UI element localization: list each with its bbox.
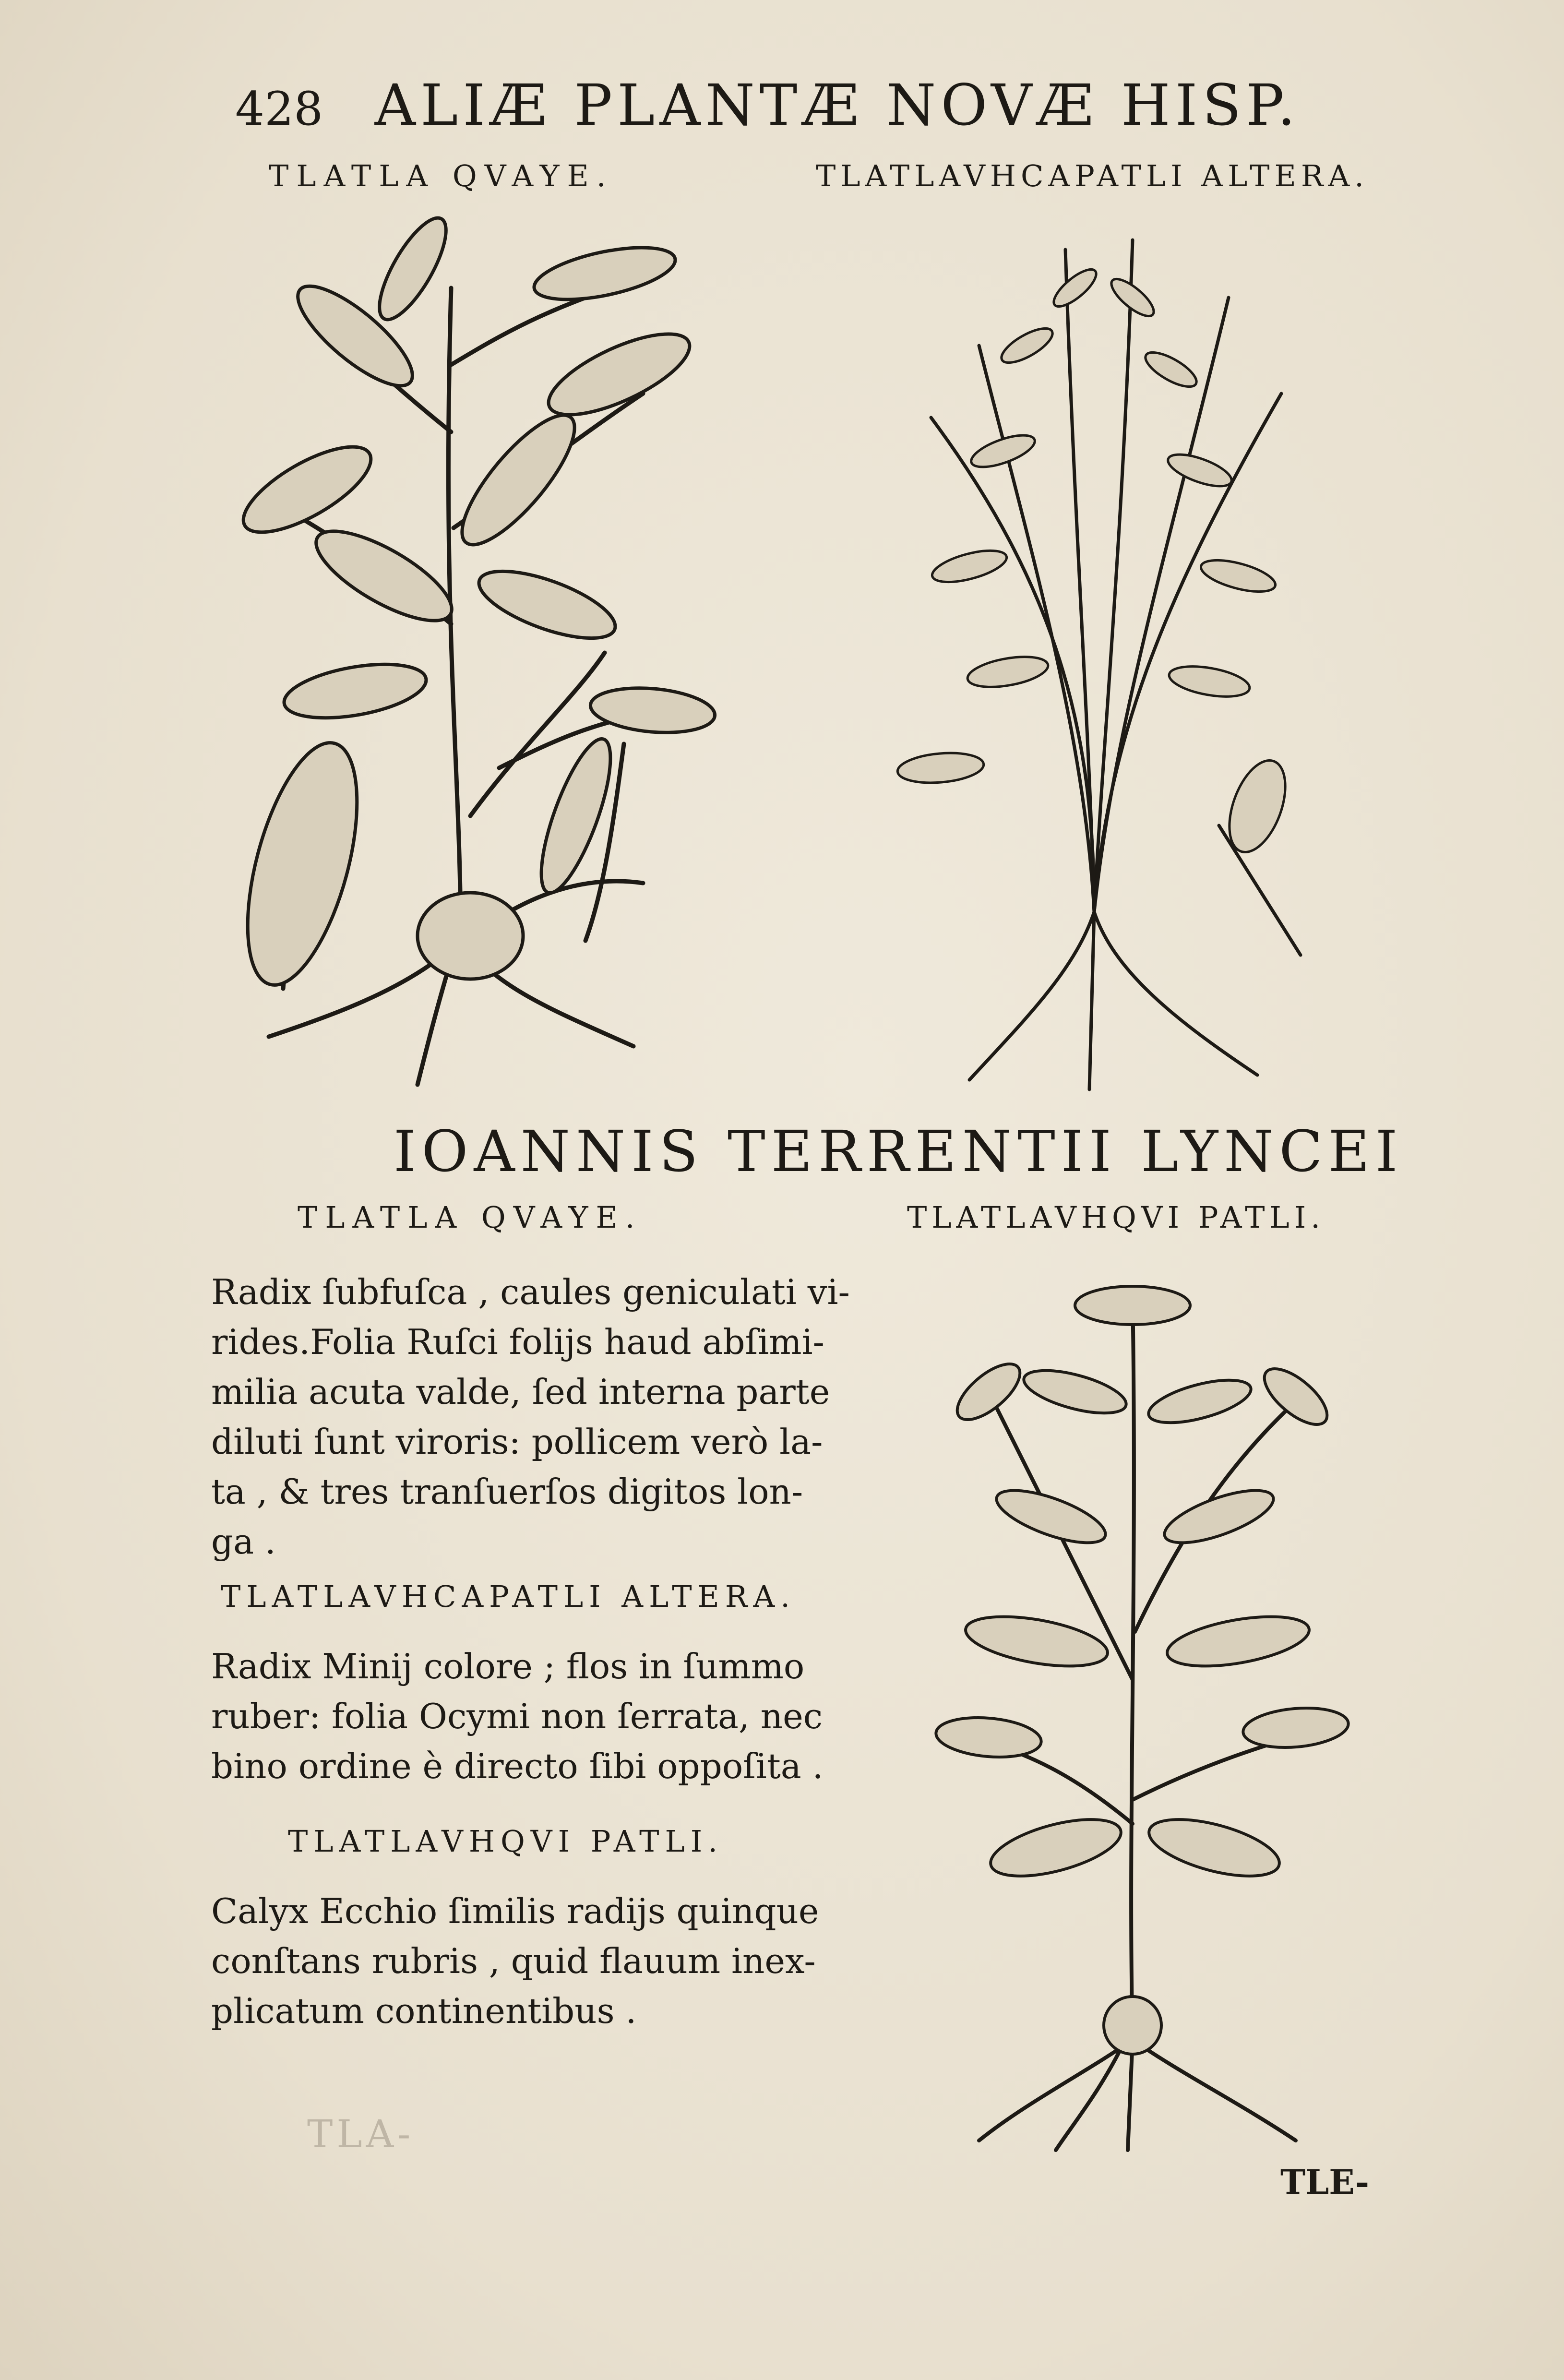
caption-bottom-right: TLATLAVHQVI PATLI. [907, 1200, 1325, 1235]
text-line: conſtans rubris , quid flauum inex- [211, 1941, 816, 1981]
entry-heading-1-top: TLATLA QVAYE. [298, 1200, 643, 1235]
caption-top-left: TLATLA QVAYE. [269, 158, 614, 193]
text-line: ruber: folia Ocymi non ſerrata, nec [211, 1696, 823, 1736]
woodcut-tlatla-quaye [211, 192, 749, 1104]
bleed-through-text: TLA- [307, 2112, 415, 2156]
text-line: Calyx Ecchio ſimilis radijs quinque [211, 1891, 819, 1931]
running-header [235, 72, 1300, 138]
entry-3-text [211, 1886, 819, 2036]
text-line: milia acuta valde, ſed interna parte [211, 1372, 830, 1412]
woodcut-tlatlauhcapatli-altera [883, 202, 1363, 1113]
caption-top-right: TLATLAVHCAPATLI ALTERA. [816, 158, 1369, 193]
woodcut-tlatlauhqui-patli [931, 1248, 1363, 2160]
text-line: Radix ſubfuſca , caules geniculati vi- [211, 1272, 850, 1312]
text-line: Radix Minij colore ; flos in ſummo [211, 1646, 805, 1686]
text-line: ta , & tres tranſuerſos digitos lon- [211, 1471, 803, 1512]
text-line: plicatum continentibus . [211, 1991, 637, 2031]
running-title: ALIÆ PLANTÆ NOVÆ HISP. [374, 72, 1301, 138]
entry-heading-2: TLATLAVHCAPATLI ALTERA. [221, 1579, 796, 1614]
section-title: IOANNIS TERRENTII LYNCEI [394, 1118, 1404, 1184]
catchword: TLE- [1280, 2162, 1370, 2202]
entry-2-text [211, 1641, 823, 1791]
text-line: bino ordine è directo ſibi oppoſita . [211, 1746, 824, 1786]
text-line: diluti ſunt viroris: pollicem verò la- [211, 1422, 823, 1462]
text-line: ga . [211, 1521, 276, 1562]
entry-1-text [211, 1267, 850, 1567]
entry-heading-3: TLATLAVHQVI PATLI. [288, 1824, 723, 1859]
page-number: 428 [235, 82, 323, 136]
text-line: rides.Folia Ruſci folijs haud abſimi- [211, 1322, 824, 1362]
